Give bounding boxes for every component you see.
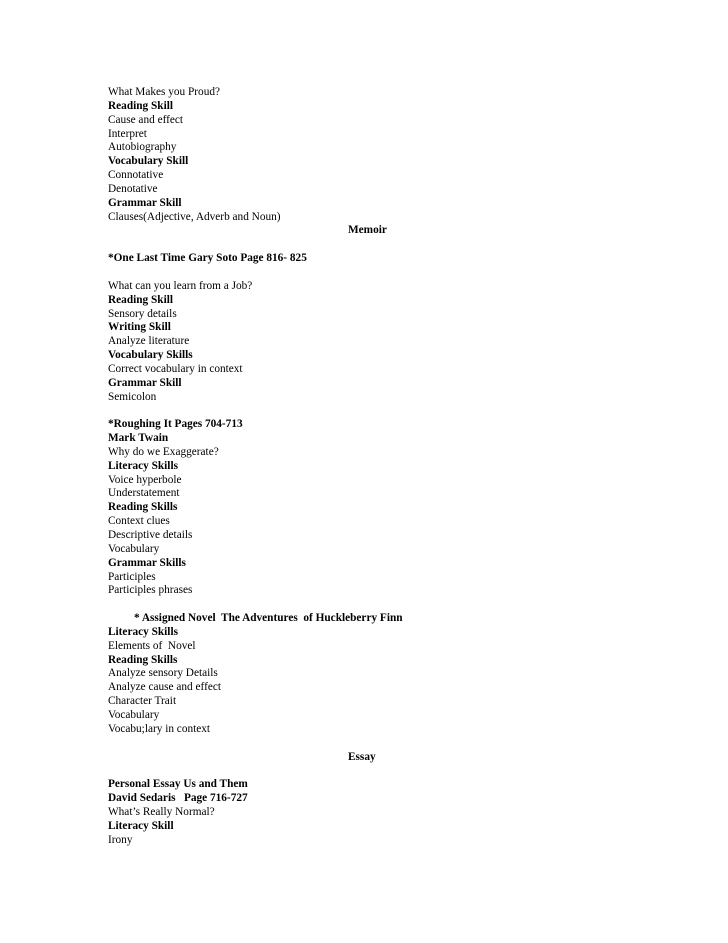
bold-heading-line: * Assigned Novel The Adventures of Huckleberry Finn xyxy=(134,612,403,625)
bold-heading-line: Grammar Skill xyxy=(108,196,182,209)
bold-heading-line: Reading Skills xyxy=(108,653,178,666)
text-line: Voice hyperbole xyxy=(108,473,182,486)
blank-line xyxy=(108,737,708,751)
bold-heading-line: Grammar Skills xyxy=(108,556,186,569)
text-line: Correct vocabulary in context xyxy=(108,362,243,375)
text-line: Vocabulary xyxy=(108,708,160,721)
text-line: Irony xyxy=(108,833,133,846)
bold-heading-line: Literacy Skills xyxy=(108,625,178,638)
bold-heading-line: Reading Skill xyxy=(108,99,173,112)
section-heading: Essay xyxy=(348,750,376,763)
text-line: Why do we Exaggerate? xyxy=(108,445,219,458)
text-line: Semicolon xyxy=(108,390,157,403)
bold-heading-line: *Roughing It Pages 704-713 xyxy=(108,418,243,431)
text-line: Participles xyxy=(108,570,156,583)
blank-line xyxy=(108,238,708,252)
text-line: Connotative xyxy=(108,169,164,182)
text-line: Participles phrases xyxy=(108,584,193,597)
bold-heading-line: Literacy Skill xyxy=(108,819,174,832)
bold-heading-line: *One Last Time Gary Soto Page 816- 825 xyxy=(108,252,307,265)
section-heading: Memoir xyxy=(348,224,387,237)
text-line: Vocabu;lary in context xyxy=(108,722,211,735)
text-line: Sensory details xyxy=(108,307,177,320)
bold-heading-line: Literacy Skills xyxy=(108,459,178,472)
bold-heading-line: Vocabulary Skill xyxy=(108,155,189,168)
text-line: Analyze cause and effect xyxy=(108,681,222,694)
text-line: Analyze literature xyxy=(108,335,190,348)
text-line: Elements of Novel xyxy=(108,639,196,652)
text-line: Vocabulary xyxy=(108,542,160,555)
text-line: Denotative xyxy=(108,182,158,195)
text-line: What Makes you Proud? xyxy=(108,86,221,98)
bold-heading-line: Mark Twain xyxy=(108,432,169,445)
bold-heading-line: Writing Skill xyxy=(108,321,171,334)
text-line: Context clues xyxy=(108,515,170,528)
blank-line xyxy=(108,598,708,612)
bold-heading-line: Reading Skill xyxy=(108,293,173,306)
bold-heading-line: David Sedaris Page 716-727 xyxy=(108,792,248,805)
bold-heading-line: Reading Skills xyxy=(108,501,178,514)
bold-heading-line: Personal Essay Us and Them xyxy=(108,778,248,791)
text-line: Autobiography xyxy=(108,141,177,154)
text-line: Interpret xyxy=(108,127,147,140)
text-line: Descriptive details xyxy=(108,529,193,541)
bold-heading-line: Grammar Skill xyxy=(108,376,182,389)
text-line: Character Trait xyxy=(108,695,177,708)
text-line: What can you learn from a Job? xyxy=(108,279,253,292)
text-line: Analyze sensory Details xyxy=(108,667,218,680)
document-body xyxy=(108,86,708,847)
text-line: What’s Really Normal? xyxy=(108,805,215,818)
text-line: Understatement xyxy=(108,487,180,500)
text-line: Cause and effect xyxy=(108,113,184,126)
text-line: Clauses(Adjective, Adverb and Noun) xyxy=(108,210,281,223)
blank-line xyxy=(108,764,708,778)
blank-line xyxy=(108,404,708,418)
blank-line xyxy=(108,266,708,280)
bold-heading-line: Vocabulary Skills xyxy=(108,349,193,362)
